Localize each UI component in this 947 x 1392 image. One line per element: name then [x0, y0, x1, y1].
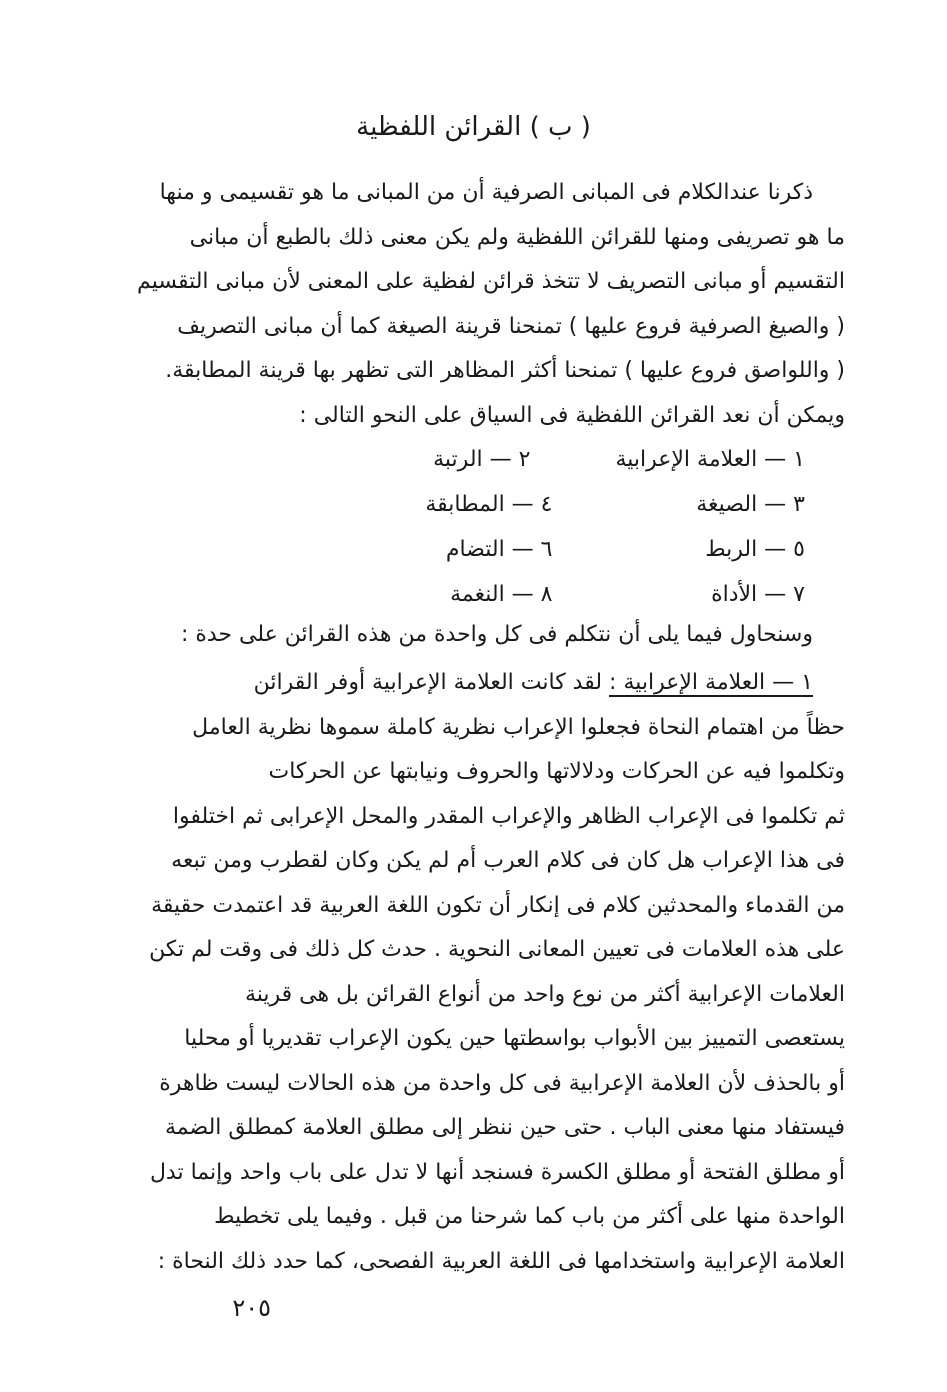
list-item: ٥ — الربط	[705, 537, 805, 562]
intro-paragraph	[100, 171, 845, 438]
text-line: العلامات الإعرابية أكثر من نوع واحد من أنواع القرائن بل هى قرينة	[244, 981, 845, 1007]
text-line: على هذه العلامات فى تعيين المعانى النحوية . حدث كل ذلك فى وقت لم تكن	[149, 937, 845, 962]
list-item: ٧ — الأداة	[711, 582, 805, 607]
list-item: ٣ — الصيغة	[696, 492, 805, 517]
list-row	[385, 527, 805, 572]
text-line: ما هو تصريفى ومنها للقرائن اللفظية ولم يكن معنى ذلك بالطبع أن مبانى	[189, 224, 845, 250]
text-line: أو مطلق الفتحة أو مطلق الكسرة فسنجد أنها لا تدل على باب واحد وإنما تدل	[149, 1159, 845, 1185]
text-line: العلامة الإعرابية واستخدامها فى اللغة العربية الفصحى، كما حدد ذلك النحاة :	[157, 1248, 845, 1274]
text-line: فى هذا الإعراب هل كان فى كلام العرب أم لم يكن وكان لقطرب ومن تبعه	[171, 848, 845, 873]
text-line: ويمكن أن نعد القرائن اللفظية فى السياق على النحو التالى :	[299, 402, 845, 428]
list-item: ٨ — النغمة	[450, 582, 553, 607]
text-line: ثم تكلموا فى الإعراب الظاهر والإعراب المقدر والمحل الإعرابى ثم اختلفوا	[172, 803, 845, 829]
text-line: وسنحاول فيما يلى أن نتكلم فى كل واحدة من هذه القرائن على حدة :	[180, 622, 813, 647]
text-line: وتكلموا فيه عن الحركات ودلالاتها والحروف ونيابتها عن الحركات	[268, 759, 845, 784]
text-line: فيستفاد منها معنى الباب . حتى حين ننظر إلى مطلق العلامة كمطلق الضمة	[164, 1115, 845, 1140]
text-line: ( واللواصق فروع عليها ) تمنحنا أكثر المظاهر التى تظهر بها قرينة المطابقة.	[165, 358, 845, 383]
text-line: حظاً من اهتمام النحاة فجعلوا الإعراب نظرية كاملة سموها نظرية العامل	[192, 714, 845, 740]
list-item: ١ — العلامة الإعرابية	[615, 447, 805, 472]
list-item: ٢ — الرتبة	[433, 447, 531, 472]
text-line: التقسيم أو مبانى التصريف لا تتخذ قرائن لفظية على المعنى لأن مبانى التقسيم	[137, 269, 845, 294]
text-line: ( والصيغ الصرفية فروع عليها ) تمنحنا قرينة الصيغة كما أن مبانى التصريف	[177, 313, 845, 339]
list-item: ٤ — المطابقة	[425, 492, 553, 517]
clues-list	[385, 437, 805, 617]
section-heading: ( ب ) القرائن اللفظية	[356, 112, 591, 142]
transition-paragraph	[100, 613, 845, 658]
text-line: من القدماء والمحدثين كلام فى إنكار أن تكون اللغة العربية قد اعتمدت حقيقة	[151, 892, 845, 918]
page-number: ٢٠٥	[232, 1294, 271, 1322]
text-line: يستعصى التمييز بين الأبواب بواسطتها حين يكون الإعراب تقديريا أو محليا	[184, 1026, 845, 1051]
text-line: ذكرنا عندالكلام فى المبانى الصرفية أن من المبانى ما هو تقسيمى و منها	[159, 180, 813, 205]
section-title: ١ — العلامة الإعرابية :	[609, 670, 813, 695]
text-line: أو بالحذف لأن العلامة الإعرابية فى كل واحدة من هذه الحالات ليست ظاهرة	[159, 1070, 845, 1096]
list-row	[385, 437, 805, 482]
text-line: الواحدة منها على أكثر من باب كما شرحنا من قبل . وفيما يلى تخطيط	[214, 1204, 845, 1229]
section-first-line	[100, 661, 845, 706]
section-paragraph	[100, 661, 845, 1284]
list-row	[385, 572, 805, 617]
list-item: ٦ — التضام	[445, 537, 553, 562]
section-first-line-text: لقد كانت العلامة الإعرابية أوفر القرائن	[253, 670, 610, 695]
list-row	[385, 482, 805, 527]
